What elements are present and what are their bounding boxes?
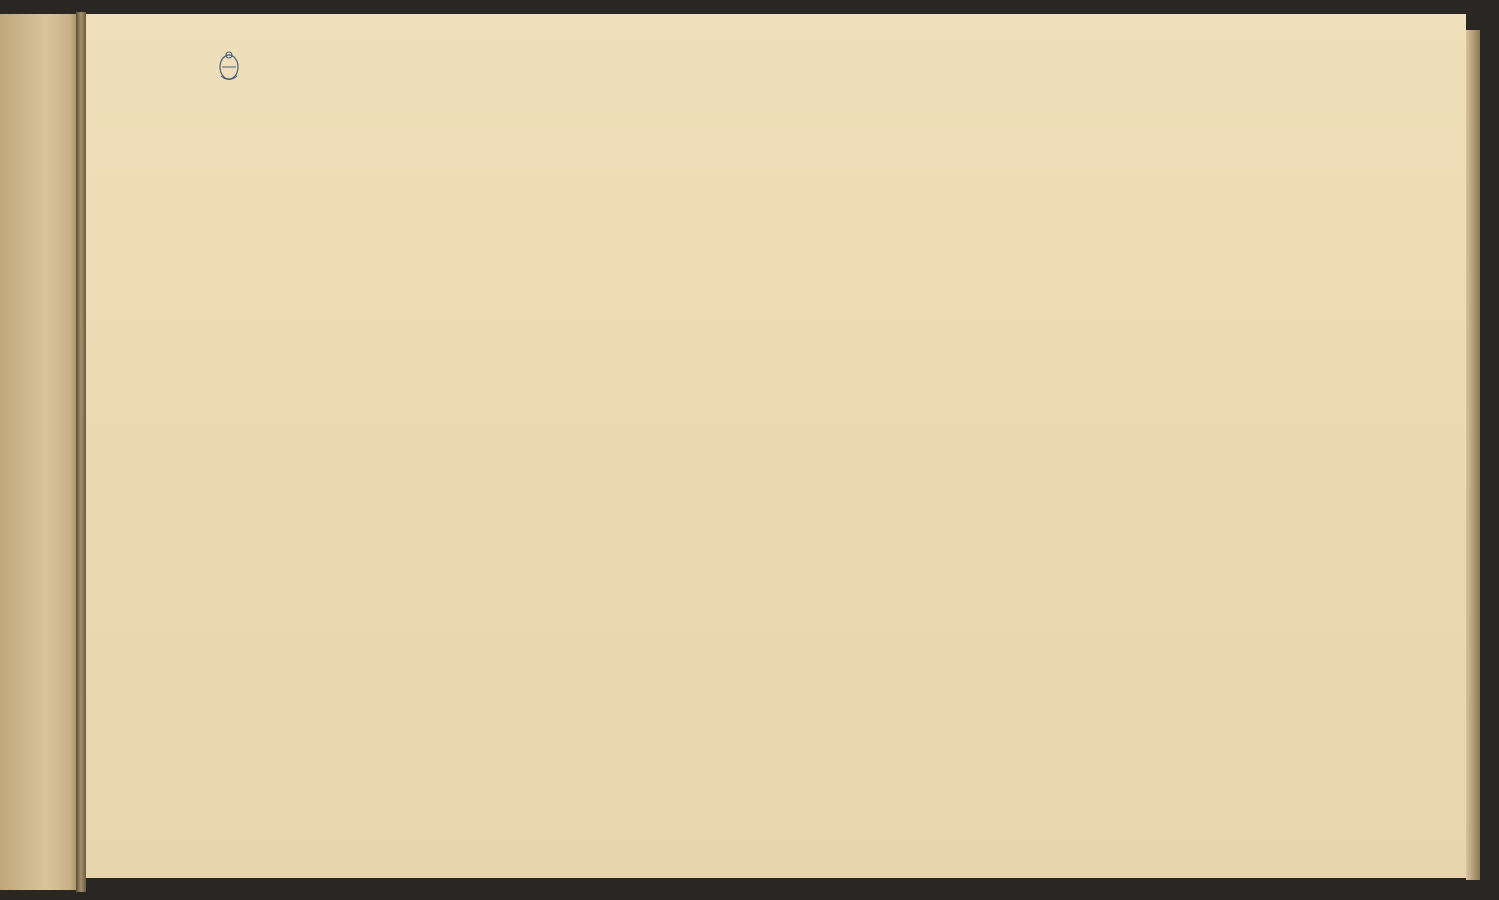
book-spine (76, 12, 86, 892)
left-facing-page (0, 14, 82, 890)
page-edge (1466, 30, 1480, 880)
passenger-list-sheet (86, 14, 1466, 878)
coat-of-arms-icon (216, 50, 242, 82)
ruled-grid (86, 14, 1466, 878)
